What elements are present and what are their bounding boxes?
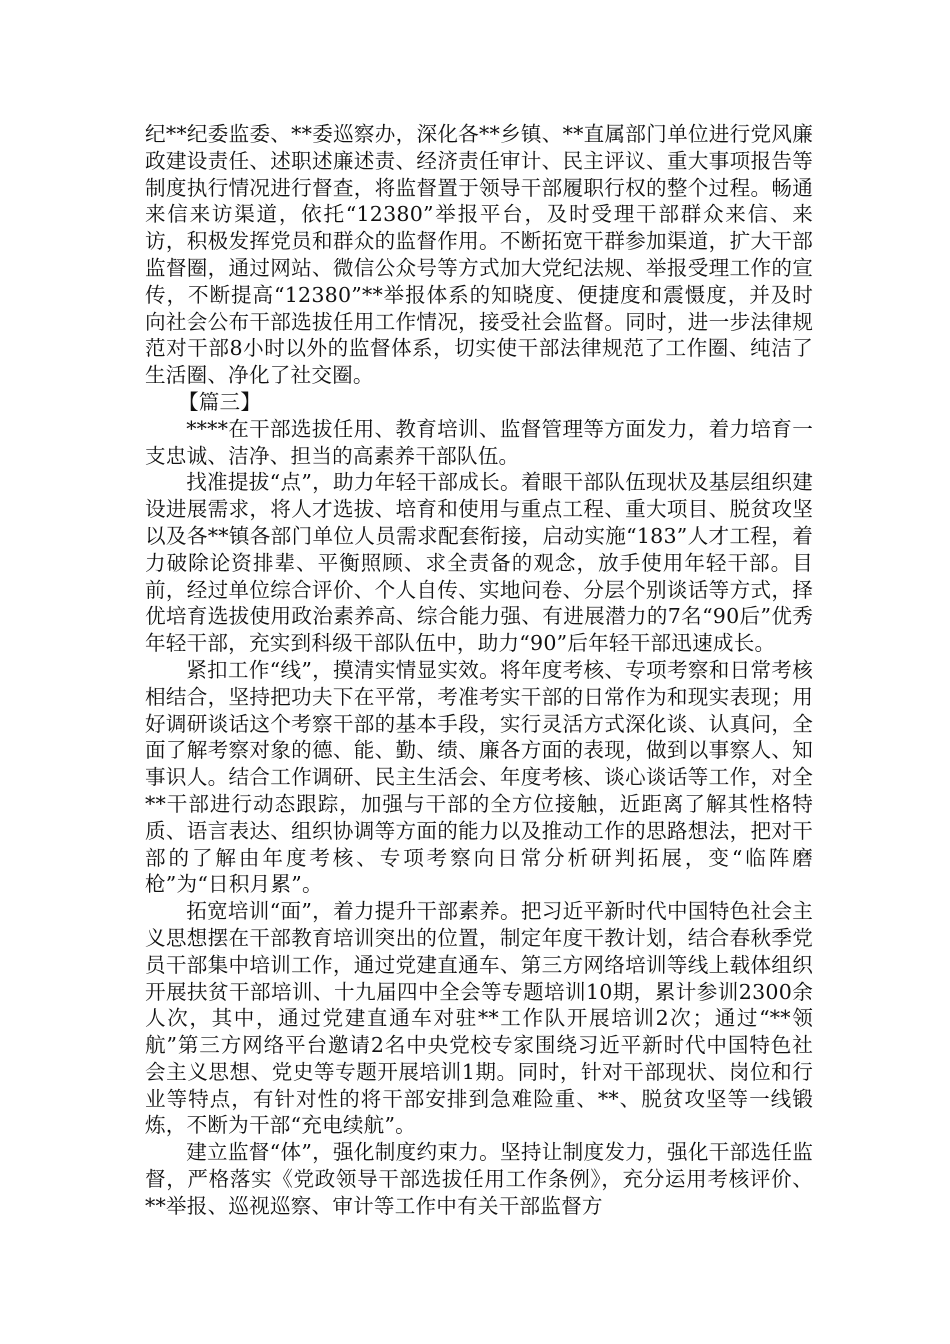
- section-heading: 【篇三】: [177, 389, 262, 414]
- paragraph-system: 建立监督“体”，强化制度约束力。坚持让制度发力，强化干部选任监督，严格落实《党政领导干部选拔任用工作条例》，充分运用考核评价、**举报、巡视巡察、审计等工作中有关干部监督方: [145, 1140, 813, 1218]
- paragraph-point: 找准提拔“点”，助力年轻干部成长。着眼干部队伍现状及基层组织建设进展需求，将人才选拔、培育和使用与重点工程、重大项目、脱贫攻坚以及各**镇各部门单位人员需求配套衔接，启动实施“183”人才工程，着力破除论资排辈、平衡照顾、求全责备的观念，放手使用年轻干部。目前，经过单位综合评价、个人自传、实地问卷、分层个别谈话等方式，择优培育选拔使用政治素养高、综合能力强、有进展潜力的7名“90后”优秀年轻干部，充实到科级干部队伍中，助力“90”后年轻干部迅速成长。: [145, 470, 813, 656]
- paragraph-surface: 拓宽培训“面”，着力提升干部素养。把习近平新时代中国特色社会主义思想摆在干部教育培训突出的位置，制定年度干教计划，结合春秋季党员干部集中培训工作，通过党建直通车、第三方网络培训等线上载体组织开展扶贫干部培训、十九届四中全会等专题培训10期，累计参训2300余人次，其中，通过党建直通车对驻**工作队开展培训2次；通过“**领航”第三方网络平台邀请2名中央党校专家围绕习近平新时代中国特色社会主义思想、党史等专题开展培训1期。同时，针对干部现状、岗位和行业等特点，有针对性的将干部安排到急难险重、**、脱贫攻坚等一线锻炼，不断为干部“充电续航”。: [145, 899, 813, 1138]
- paragraph-continuation: 纪**纪委监委、**委巡察办，深化各**乡镇、**直属部门单位进行党风廉政建设责任、述职述廉述责、经济责任审计、民主评议、重大事项报告等制度执行情况进行督查，将监督置于领导干部履职行权的整个过程。畅通来信来访渠道，依托“12380”举报平台，及时受理干部群众来信、来访，积极发挥党员和群众的监督作用。不断拓宽干群参加渠道，扩大干部监督圈，通过网站、微信公众号等方式加大党纪法规、举报受理工作的宣传，不断提高“12380”**举报体系的知晓度、便捷度和震慑度，并及时向社会公布干部选拔任用工作情况，接受社会监督。同时，进一步法律规范对干部8小时以外的监督体系，切实使干部法律规范了工作圈、纯洁了生活圈、净化了社交圈。: [145, 122, 813, 388]
- document-page: [145, 121, 813, 1220]
- paragraph-line: 紧扣工作“线”，摸清实情显实效。将年度考核、专项考察和日常考核相结合，坚持把功夫下在平常，考准考实干部的日常作为和现实表现；用好调研谈话这个考察干部的基本手段，实行灵活方式深化谈、认真问，全面了解考察对象的德、能、勤、绩、廉各方面的表现，做到以事察人、知事识人。结合工作调研、民主生活会、年度考核、谈心谈话等工作，对全**干部进行动态跟踪，加强与干部的全方位接触，近距离了解其性格特质、语言表达、组织协调等方面的能力以及推动工作的思路想法，把对干部的了解由年度考核、专项考察向日常分析研判拓展，变“临阵磨枪”为“日积月累”。: [145, 657, 813, 897]
- paragraph-intro: ****在干部选拔任用、教育培训、监督管理等方面发力，着力培育一支忠诚、洁净、担当的高素养干部队伍。: [145, 416, 813, 468]
